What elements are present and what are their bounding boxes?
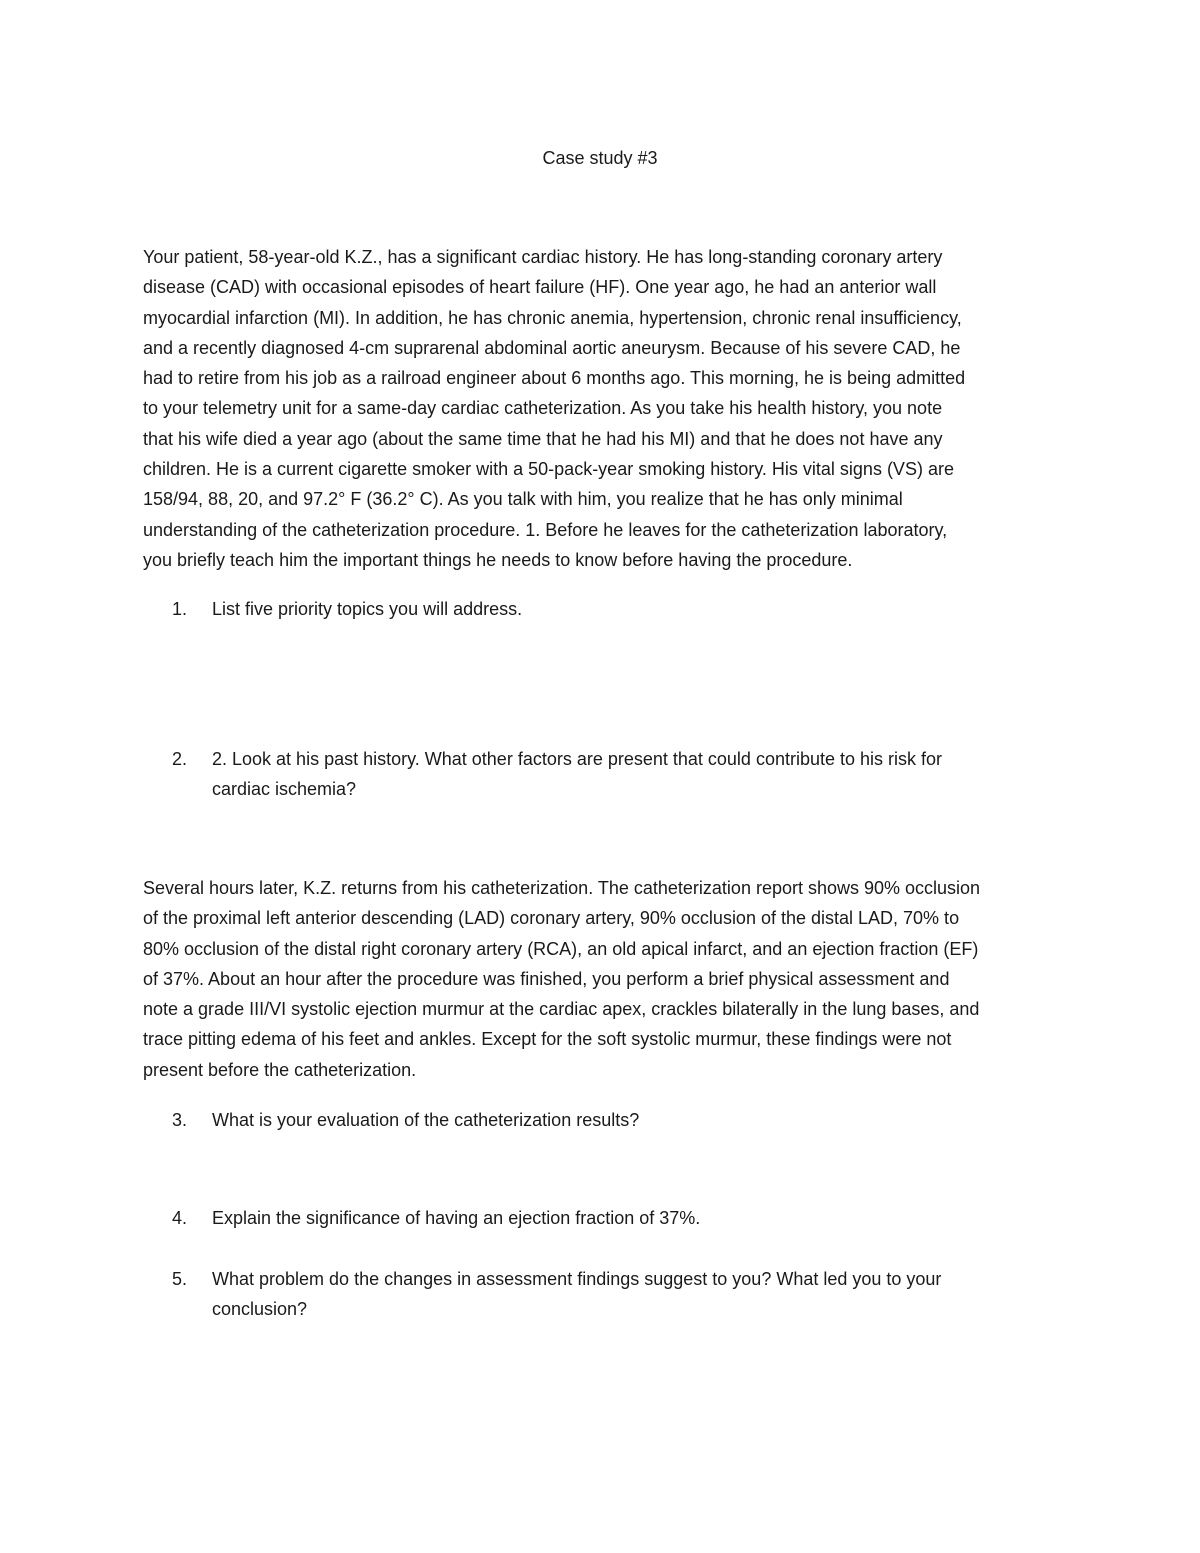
- intro-line: myocardial infarction (MI). In addition, he has chronic anemia, hypertension, chronic renal insufficiency,: [143, 307, 962, 328]
- followup-paragraph: [143, 873, 1058, 1085]
- question-text: [212, 1264, 1052, 1325]
- intro-paragraph: [143, 242, 1058, 575]
- question-line: List five priority topics you will address.: [212, 599, 523, 619]
- question-text: [212, 744, 1052, 805]
- question-line: What problem do the changes in assessment findings suggest to you? What led you to your: [212, 1269, 942, 1289]
- intro-line: to your telemetry unit for a same-day cardiac catheterization. As you take his health history, you note: [143, 398, 943, 419]
- question-text: [212, 594, 1052, 624]
- document-title: Case study #3: [542, 148, 658, 168]
- question-text: [212, 1203, 1052, 1233]
- question-line: 2. Look at his past history. What other factors are present that could contribute to his risk for: [212, 749, 943, 769]
- question-line: conclusion?: [212, 1299, 308, 1320]
- question-number: 4.: [172, 1208, 188, 1228]
- intro-line: disease (CAD) with occasional episodes of heart failure (HF). One year ago, he had an anterior wall: [143, 277, 937, 298]
- question-number: 2.: [172, 749, 188, 769]
- followup-line: of the proximal left anterior descending (LAD) coronary artery, 90% occlusion of the distal LAD, 70% to: [143, 908, 960, 929]
- question-line: What is your evaluation of the catheterization results?: [212, 1110, 640, 1130]
- intro-line: Your patient, 58-year-old K.Z., has a significant cardiac history. He has long-standing coronary artery: [143, 247, 943, 267]
- intro-line: that his wife died a year ago (about the same time that he had his MI) and that he does not have any: [143, 428, 943, 449]
- question-line: Explain the significance of having an ejection fraction of 37%.: [212, 1208, 701, 1228]
- followup-line: trace pitting edema of his feet and ankles. Except for the soft systolic murmur, these findings were not: [143, 1029, 952, 1050]
- question-text: [212, 1105, 1052, 1135]
- intro-line: 158/94, 88, 20, and 97.2° F (36.2° C). As you talk with him, you realize that he has only minimal: [143, 489, 903, 510]
- followup-line: 80% occlusion of the distal right coronary artery (RCA), an old apical infarct, and an ejection fraction (EF): [143, 938, 979, 959]
- followup-line: present before the catheterization.: [143, 1059, 417, 1080]
- question-number: 1.: [172, 599, 188, 619]
- intro-line: had to retire from his job as a railroad engineer about 6 months ago. This morning, he is being admitted: [143, 368, 966, 389]
- intro-line: and a recently diagnosed 4-cm suprarenal abdominal aortic aneurysm. Because of his severe CAD, he: [143, 337, 961, 358]
- followup-line: Several hours later, K.Z. returns from his catheterization. The catheterization report shows 90% occlusion: [143, 878, 981, 898]
- intro-line: you briefly teach him the important things he needs to know before having the procedure.: [143, 549, 853, 570]
- intro-line: children. He is a current cigarette smoker with a 50-pack-year smoking history. His vital signs (VS) are: [143, 459, 954, 480]
- question-line: cardiac ischemia?: [212, 779, 357, 800]
- followup-line: note a grade III/VI systolic ejection murmur at the cardiac apex, crackles bilaterally in the lung bases, and: [143, 999, 980, 1020]
- followup-line: of 37%. About an hour after the procedure was finished, you perform a brief physical assessment and: [143, 968, 950, 989]
- question-number: 5.: [172, 1269, 188, 1289]
- intro-line: understanding of the catheterization procedure. 1. Before he leaves for the catheterization laboratory,: [143, 519, 948, 540]
- question-number: 3.: [172, 1110, 188, 1130]
